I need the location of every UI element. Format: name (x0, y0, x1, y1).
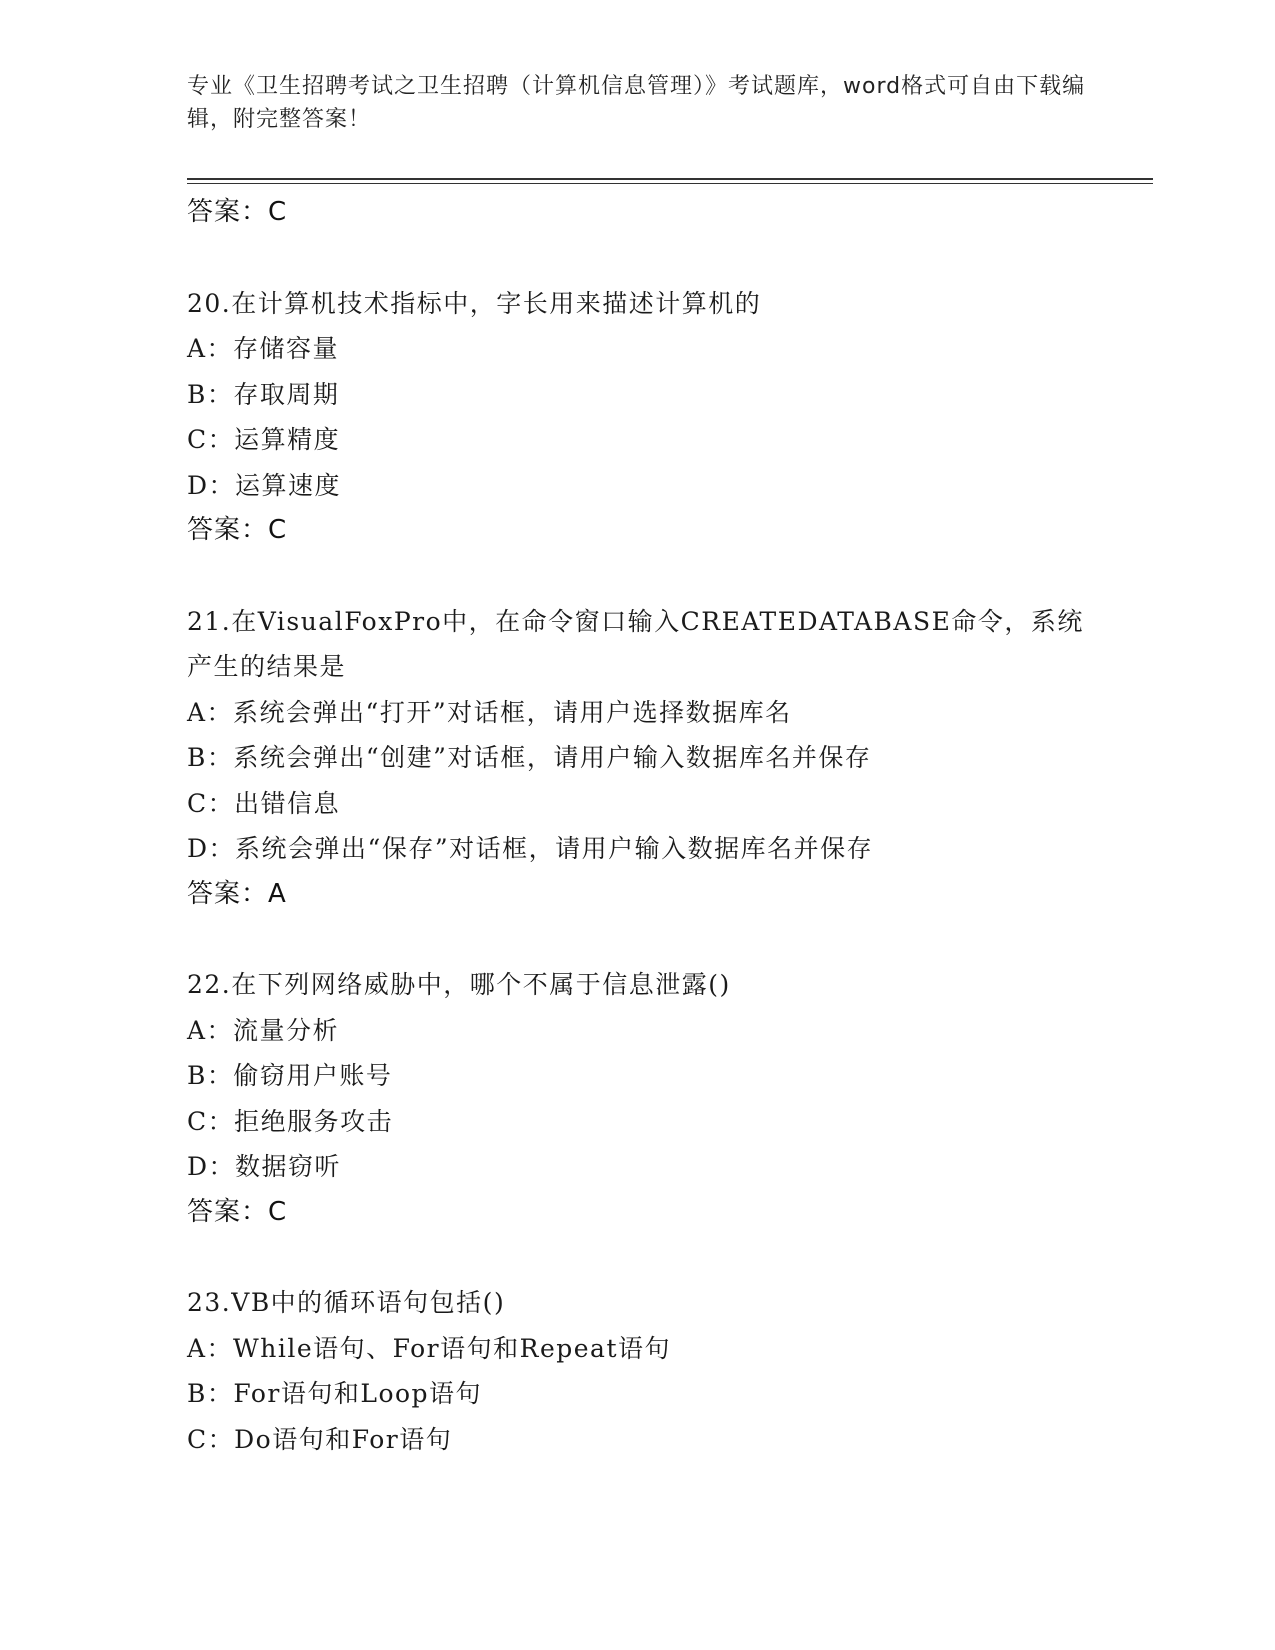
option-a: A：系统会弹出“打开”对话框，请用户选择数据库名 (187, 697, 792, 727)
question-stem: 20.在计算机技术指标中，字长用来描述计算机的 (187, 288, 762, 318)
option-c: C：Do语句和For语句 (187, 1424, 453, 1454)
option-b: B：For语句和Loop语句 (187, 1379, 483, 1408)
option-d: D：运算速度 (187, 470, 342, 500)
question-stem: 23.VB中的循环语句包括() (187, 1288, 506, 1317)
option-c: C：运算精度 (187, 425, 341, 454)
answer-line: 答案：C (187, 515, 288, 545)
question-23 (187, 1280, 1107, 1462)
question-20 (187, 281, 1107, 554)
answer-line: 答案：A (187, 878, 287, 909)
answer-line: 答案：C (187, 1196, 288, 1227)
option-d: D：系统会弹出“保存”对话框，请用户输入数据库名并保存 (187, 834, 874, 863)
answer-line: 答案：C (187, 197, 288, 227)
option-c: C：出错信息 (187, 788, 341, 818)
question-stem: 21.在VisualFoxPro中，在命令窗口输入CREATEDATABASE命令，系统产生的结果是 (187, 606, 1084, 681)
option-b: B：偷窃用户账号 (187, 1061, 393, 1090)
option-b: B：存取周期 (187, 379, 340, 409)
document-header (187, 70, 1087, 136)
option-a: A：存储容量 (187, 334, 340, 363)
option-a: A：While语句、For语句和Repeat语句 (187, 1333, 671, 1363)
option-d: D：数据窃听 (187, 1152, 342, 1181)
question-stem: 22.在下列网络威胁中，哪个不属于信息泄露() (187, 970, 731, 999)
question-21 (187, 599, 1107, 918)
option-a: A：流量分析 (187, 1015, 340, 1045)
header-divider (187, 178, 1153, 184)
option-b: B：系统会弹出“创建”对话框，请用户输入数据库名并保存 (187, 743, 872, 772)
question-list (187, 190, 1107, 1462)
option-c: C：拒绝服务攻击 (187, 1106, 394, 1136)
question-22 (187, 962, 1107, 1235)
header-description: 专业《卫生招聘考试之卫生招聘（计算机信息管理）》考试题库，word格式可自由下载编辑，附完整答案！ (187, 74, 1086, 132)
